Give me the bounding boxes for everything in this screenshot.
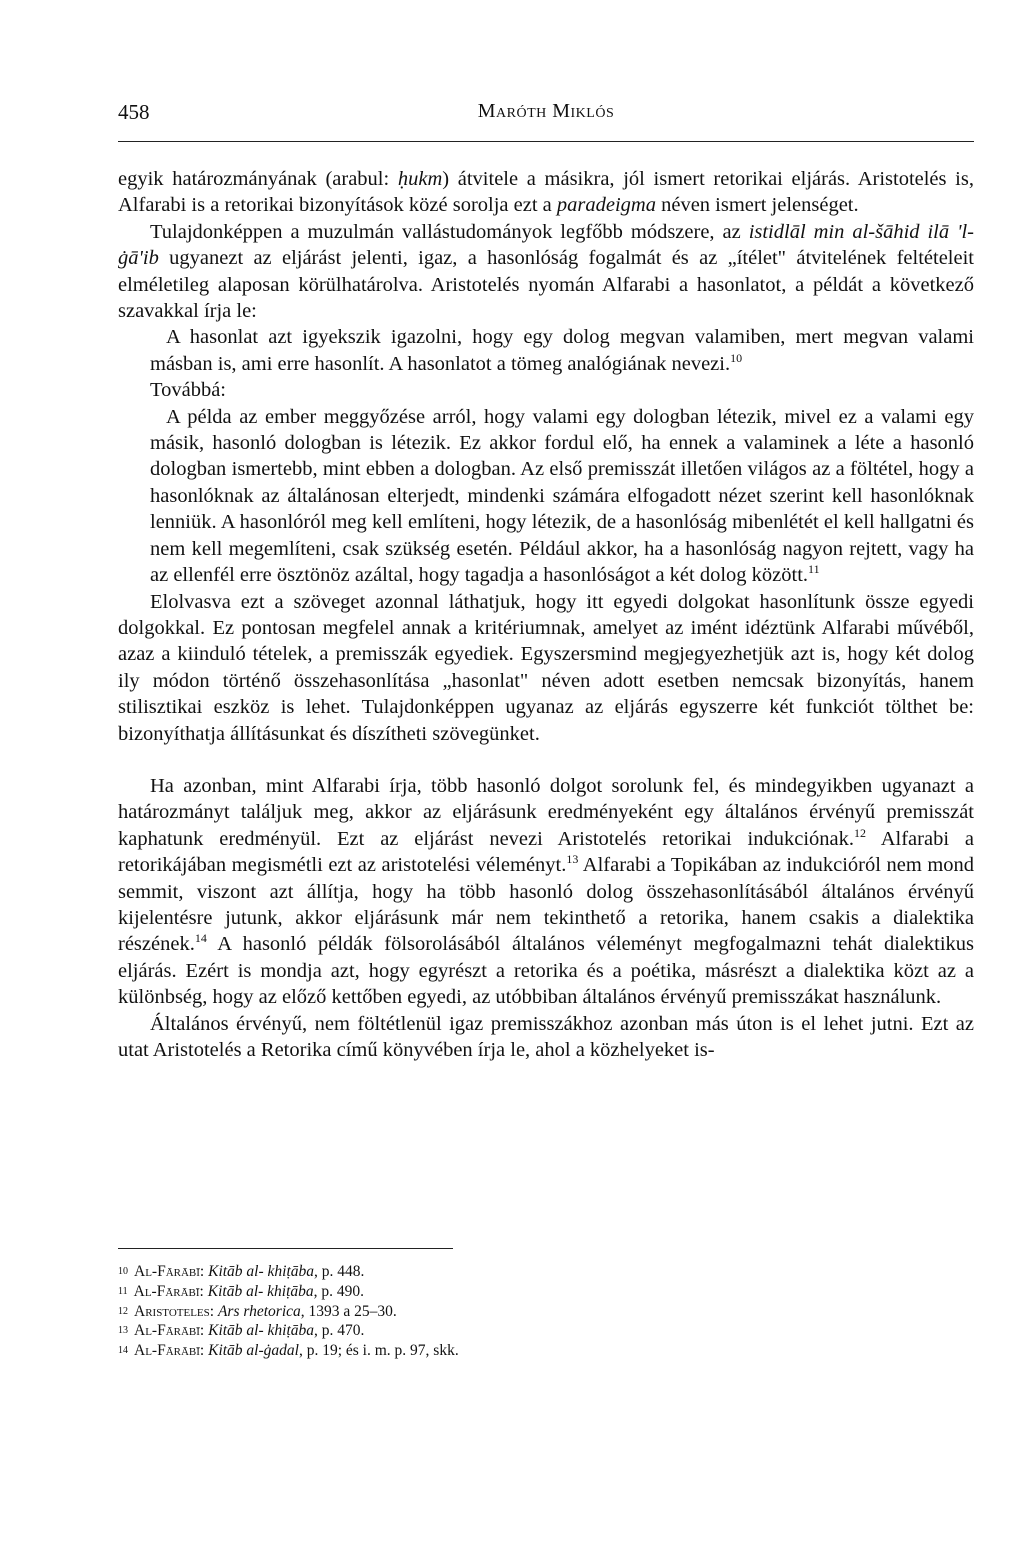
footnote-detail: , 1393 a 25–30.: [300, 1302, 397, 1320]
footnote-ref-10: 10: [730, 351, 743, 366]
section-gap: [118, 747, 974, 773]
page-number: 458: [118, 100, 150, 124]
footnote-number: 10: [118, 1266, 128, 1277]
paragraph-5: Ha azonban, mint Alfarabi írja, több hasonló dolgot sorolunk fel, és mindegyikben ugyanazt a határozmányt találjuk meg, akkor az eljárásunk eredményeként egy általános érvényű premisszát kaphatunk eredményül. Ezt az eljárást nevezi Aristotelés retorikai indukciónak.$^{12}$ Alfarabi a retorikájában megismétli ezt az aristotelési véleményt.$^{13}$ Alfarabi a Topikában az indukcióról nem mond semmit, viszont azt állítja, hogy ha több hasonló dolog összehasonlításából általános érvényű kijelentésre jutunk, akkor eljárásunk már nem tekinthető a retorika, hanem csakis a dialektika részének.$^{14}$ A hasonló példák fölsorolásából általános véleményt megfogalmazni tehát dialektikus eljárás. Ezért is mondja azt, hogy egyrészt a retorika és a poétika, másrészt a dialektika közt az a különbség, hogy az előző kettőben egyedi, az utóbbiban általános érvényű premisszákat használunk.: [118, 774, 975, 1009]
paragraph-2: Tulajdonképpen a muzulmán vallástudományok legfőbb módszere, az istidlāl min al-šāhid ilā 'l-ġā'ib ugyanezt az eljárást jelenti, igaz, a hasonlóság fogalmát és az „ítélet" átvitelének feltételeit elméletileg alaposan körülhatárolva. Aristotelés nyomán Alfarabi a hasonlatot, a példát a következő szavakkal írja le:: [118, 220, 974, 323]
footnote-number: 14: [118, 1345, 128, 1357]
footnotes: [118, 1262, 818, 1361]
block-quote-1: A hasonlat azt igyekszik igazolni, hogy egy dolog megvan valamiben, mert megvan valami másban is, ami erre hasonlít. A hasonlatot a tömeg analógiának nevezi.$^{10}$: [150, 326, 974, 375]
term-istidlal: istidlāl min al-šāhid ilā 'l-ġā'ib: [118, 220, 974, 270]
paragraph-3: Továbbá:: [150, 379, 226, 402]
footnote-author: Aristoteles:: [134, 1302, 215, 1320]
footnote-detail: , p. 470.: [314, 1322, 365, 1340]
footnote-author: Al-Fārābī:: [134, 1322, 205, 1340]
footnote-title: Kitāb al- khiṭāba: [208, 1263, 315, 1280]
footnote-number: 13: [118, 1325, 128, 1337]
page-header: [118, 100, 974, 130]
block-quote-2: A példa az ember meggyőzése arról, hogy valami egy dologban létezik, mivel ez a valami egy másik, hasonló dologban is létezik. Ez akkor fordul elő, ha ennek a valaminek a léte a hasonló dologban ismertebb, mint ebben a dologban. Az első premisszát illetően világos az a föltétel, hogy a hasonlóknak az általánosan elterjedt, mindenki számára elfogadott nézet szerint kell hasonlóknak lenniük. A hasonlóról meg kell említeni, hogy létezik, de a hasonlóság mibenlétét el kell hallgatni és nem kell megemlíteni, csak szükség esetén. Például akkor, ha a hasonlóság nagyon rejtett, vagy ha az ellenfél erre ösztönöz azáltal, hogy tagadja a hasonlóságot a két dolog között.$^{11}$: [150, 405, 974, 587]
footnote-title: Kitāb al-ġadal: [208, 1342, 299, 1360]
footnote-title: Ars rhetorica: [217, 1302, 301, 1320]
paragraph-1: egyik határozmányának (arabul: ḥukm) átvitele a másikra, jól ismert retorikai eljárás. Aristotelés is, Alfarabi is a retorikai bizonyítások közé sorolja ezt a paradeigma néven ismert jelenséget.: [118, 168, 974, 217]
running-head: Maróth Miklós: [477, 100, 615, 122]
footnote: [118, 1262, 818, 1282]
term-hukm: ḥukm: [397, 168, 443, 190]
footnote-rule: [118, 1248, 453, 1249]
term-paradeigma: paradeigma: [556, 194, 656, 217]
paragraph-4: Elolvasva ezt a szöveget azonnal láthatjuk, hogy itt egyedi dolgokat hasonlítunk össze egyedi dolgokkal. Ez pontosan megfelel annak a kritériumnak, amelyet az imént idéztünk Alfarabi művéből, azaz a kiinduló tételek, a premisszák egyediek. Egyszersmind megjegyezhetjük azt is, hogy két dolog ily módon történő összehasonlítása „hasonlat" néven adott esetben nemcsak bizonyítás, hanem stilisztikai eszköz is lehet. Tulajdonképpen ugyanaz az eljárás egyszerre két funkciót tölthet be: bizonyíthatja állításunkat és díszítheti szövegünket.: [118, 590, 974, 745]
footnote-detail: , p. 448.: [314, 1263, 365, 1280]
footnote-ref-11: 11: [808, 562, 820, 577]
header-rule: [118, 141, 974, 142]
footnote-detail: , p. 19; és i. m. p. 97, skk.: [298, 1342, 459, 1360]
footnote-ref-13: 13: [566, 852, 579, 867]
footnote: [118, 1321, 818, 1341]
footnote-ref-14: 14: [194, 931, 207, 946]
footnote-number: 11: [118, 1285, 128, 1297]
footnote: [118, 1302, 818, 1322]
footnote-ref-12: 12: [854, 825, 866, 840]
footnote-title: Kitāb al- khiṭāba: [208, 1322, 315, 1340]
footnote: [118, 1282, 818, 1302]
footnote-author: Al-Fārābī:: [134, 1263, 205, 1280]
footnote-author: Al-Fārābī:: [134, 1342, 205, 1360]
footnote: [118, 1341, 818, 1361]
paragraph-6: Általános érvényű, nem föltétlenül igaz premisszákhoz azonban más úton is el lehet jutni. Ezt az utat Aristotelés a Retorika című könyvében írja le, ahol a közhelyeket is-: [118, 1012, 974, 1061]
body-text: [118, 166, 974, 1063]
footnote-title: Kitāb al- khiṭāba: [207, 1282, 314, 1300]
footnote-detail: , p. 490.: [313, 1282, 365, 1300]
footnote-number: 12: [118, 1305, 128, 1317]
footnote-author: Al-Fārābī:: [133, 1282, 204, 1300]
